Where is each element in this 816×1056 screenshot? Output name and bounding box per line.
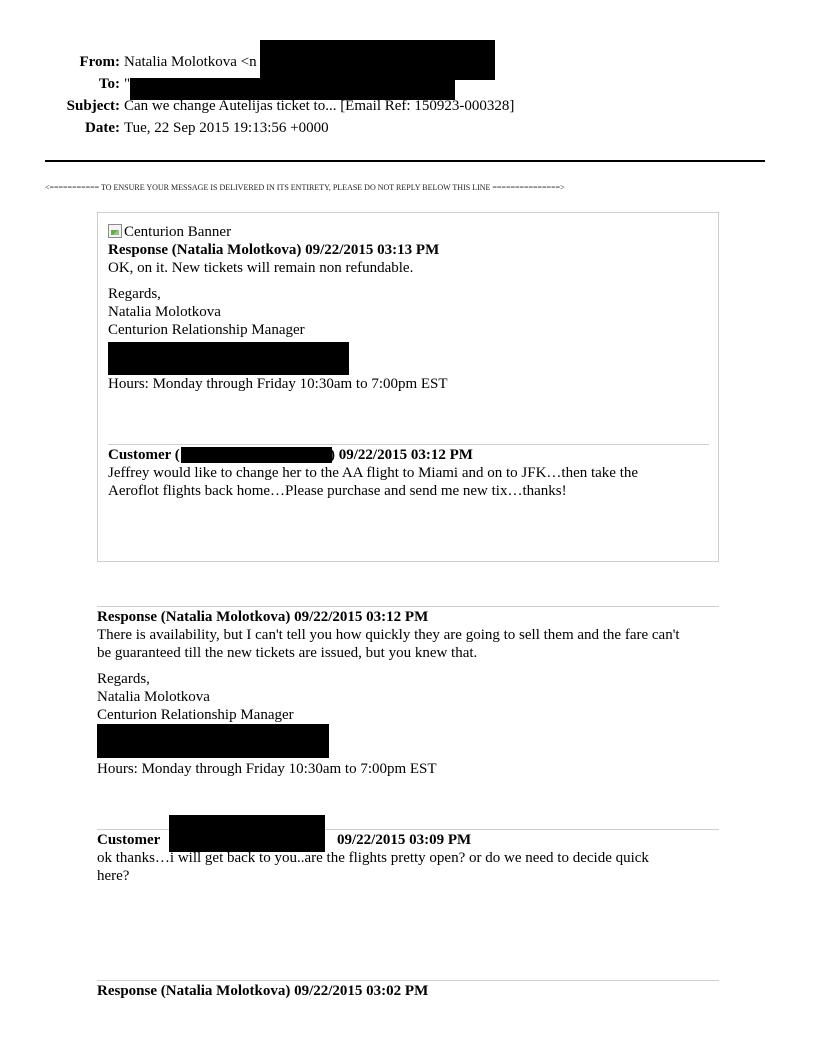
signature-line: Centurion Relationship Manager — [97, 707, 294, 723]
banner-image — [108, 223, 231, 241]
customer-heading-prefix: Customer — [97, 832, 161, 848]
message-body-line: be guaranteed till the new tickets are issued, but you knew that. — [97, 645, 478, 661]
reply-notice: <=========== TO ENSURE YOUR MESSAGE IS DELIVERED IN ITS ENTIRETY, PLEASE DO NOT REPLY BELOW THIS LINE ===============> — [45, 183, 565, 192]
message-body-line: ok thanks…i will get back to you..are the flights pretty open? or do we need to decide quick — [97, 850, 649, 866]
customer-heading-prefix: Customer ( — [108, 447, 180, 463]
message-heading — [108, 446, 180, 464]
redaction-box — [108, 342, 349, 375]
banner-alt-text: Centurion Banner — [124, 224, 232, 240]
message-body-line: OK, on it. New tickets will remain non refundable. — [108, 260, 414, 276]
message-heading: Response (Natalia Molotkova) 09/22/2015 03:12 PM — [97, 609, 429, 625]
message-separator — [108, 444, 709, 445]
message-body-line: Aeroflot flights back home…Please purchase and send me new tix…thanks! — [108, 483, 567, 499]
date-value: Tue, 22 Sep 2015 19:13:56 +0000 — [124, 120, 329, 136]
signature-line: Natalia Molotkova — [97, 689, 210, 705]
message-heading-date: 09/22/2015 03:09 PM — [337, 832, 472, 848]
message-body-line: There is availability, but I can't tell you how quickly they are going to sell them and the fare can't — [97, 627, 680, 643]
date-label: Date: — [85, 120, 120, 136]
to-label: To: — [98, 76, 120, 92]
signature-line: Regards, — [97, 671, 150, 687]
message-heading: Response (Natalia Molotkova) 09/22/2015 03:13 PM — [108, 242, 440, 258]
header-divider — [45, 160, 765, 162]
message-body-line: Jeffrey would like to change her to the AA flight to Miami and on to JFK…then take the — [108, 465, 639, 481]
redaction-box — [169, 815, 325, 852]
office-hours: Hours: Monday through Friday 10:30am to 7:00pm EST — [97, 761, 437, 777]
redaction-box — [97, 724, 329, 758]
office-hours: Hours: Monday through Friday 10:30am to 7:00pm EST — [108, 376, 448, 392]
message-body-line: here? — [97, 868, 130, 884]
from-value: Natalia Molotkova <n — [124, 54, 257, 70]
message-separator — [97, 606, 719, 607]
message-heading — [97, 831, 160, 849]
message-heading: Response (Natalia Molotkova) 09/22/2015 03:02 PM — [97, 983, 429, 999]
redaction-box — [181, 447, 332, 463]
signature-line: Regards, — [108, 286, 161, 302]
subject-value: Can we change Autelijas ticket to... [Email Ref: 150923-000328] — [124, 98, 515, 114]
redaction-box — [130, 78, 455, 100]
message-heading-date: ) 09/22/2015 03:12 PM — [330, 447, 473, 463]
message-separator — [97, 980, 719, 981]
redaction-box — [260, 40, 495, 80]
broken-image-icon — [108, 224, 122, 238]
subject-label: Subject: — [66, 98, 120, 114]
signature-line: Centurion Relationship Manager — [108, 322, 305, 338]
to-value: " — [124, 76, 131, 92]
signature-line: Natalia Molotkova — [108, 304, 221, 320]
from-label: From: — [79, 54, 120, 70]
